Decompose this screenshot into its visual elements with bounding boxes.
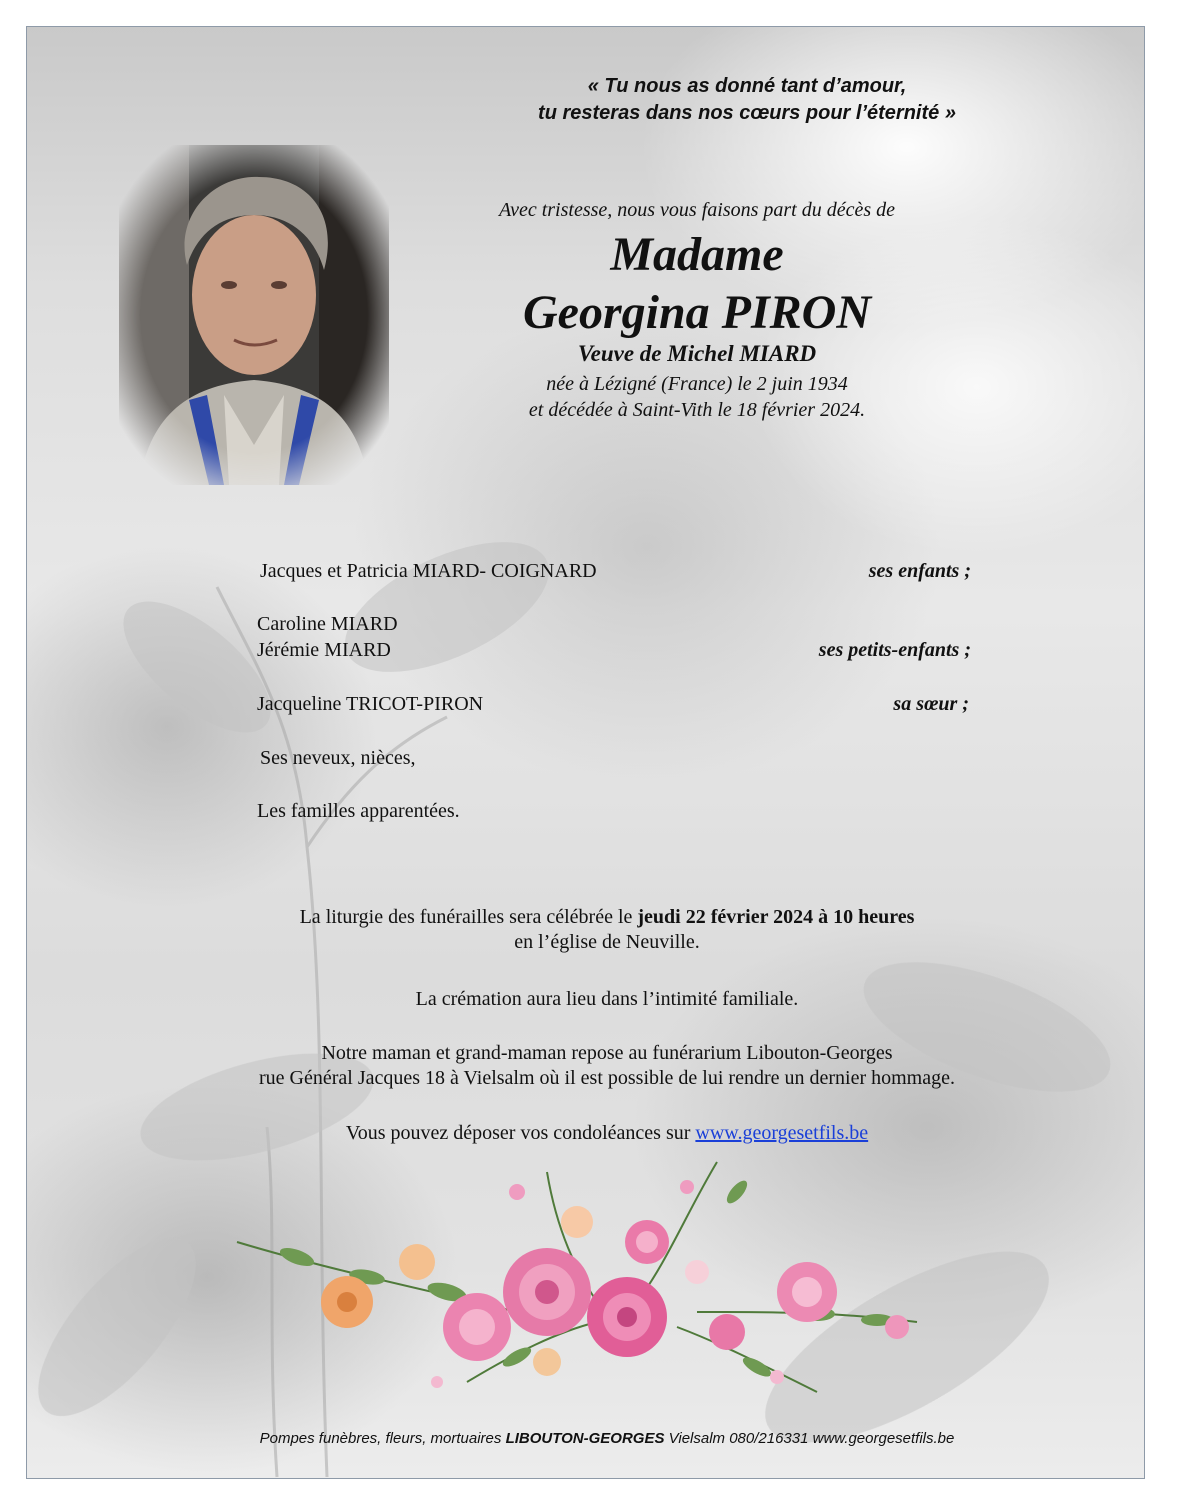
church-line: en l’église de Neuville. (514, 931, 700, 953)
family-relatives: Les familles apparentées. (257, 800, 460, 822)
family-nephews: Ses neveux, nièces, (260, 747, 416, 769)
deceased-name: Georgina PIRON (522, 286, 872, 339)
footer-credits (107, 1430, 1107, 1447)
funerarium-text (107, 1041, 1107, 1091)
footer-suffix: Vielsalm 080/216331 www.georgesetfils.be (664, 1430, 955, 1447)
footer-prefix: Pompes funèbres, fleurs, mortuaires (259, 1430, 506, 1447)
liturgy-line (107, 905, 1107, 930)
funerarium-line-1: Notre maman et grand-maman repose au funérarium Libouton-Georges (321, 1042, 893, 1064)
funerarium-line-2: rue Général Jacques 18 à Vielsalm où il est possible de lui rendre un dernier hommage. (259, 1067, 955, 1089)
quote-line-2: tu resteras dans nos cœurs pour l’éternité » (538, 102, 956, 124)
condolences-prefix: Vous pouvez déposer vos condoléances sur (345, 1122, 696, 1144)
role-grandchildren: ses petits-enfants ; (818, 639, 971, 661)
footer-company: LIBOUTON-GEORGES (505, 1430, 665, 1447)
liturgy-prefix: La liturgie des funérailles sera célébrée le (299, 906, 638, 928)
condolences-link[interactable]: www.georgesetfils.be (695, 1122, 869, 1144)
life-dates (447, 371, 947, 423)
announcement-intro: Avec tristesse, nous vous faisons part du décès de (498, 199, 896, 221)
liturgy-date: jeudi 22 février 2024 à 10 heures (637, 906, 915, 928)
death-line: et décédée à Saint-Vith le 18 février 2024. (528, 399, 866, 421)
role-sister: sa sœur ; (893, 693, 969, 715)
condolences-line (107, 1121, 1107, 1146)
role-children: ses enfants ; (868, 560, 971, 582)
obituary-page (26, 26, 1145, 1479)
family-grandchild-1: Caroline MIARD (257, 613, 398, 635)
family-children: Jacques et Patricia MIARD- COIGNARD (260, 560, 597, 582)
cremation-line: La crémation aura lieu dans l’intimité familiale. (415, 988, 799, 1010)
memorial-quote (447, 73, 1047, 127)
family-sister: Jacqueline TRICOT-PIRON (257, 693, 484, 715)
widow-of: Veuve de Michel MIARD (577, 341, 817, 366)
flower-bouquet-image (217, 1152, 957, 1402)
liturgy-text (107, 905, 1107, 955)
birth-line: née à Lézigné (France) le 2 juin 1934 (546, 373, 848, 395)
portrait-photo (119, 145, 389, 485)
quote-line-1: « Tu nous as donné tant d’amour, (587, 75, 907, 97)
deceased-title: Madame (610, 228, 784, 281)
family-grandchild-2: Jérémie MIARD (257, 639, 391, 661)
